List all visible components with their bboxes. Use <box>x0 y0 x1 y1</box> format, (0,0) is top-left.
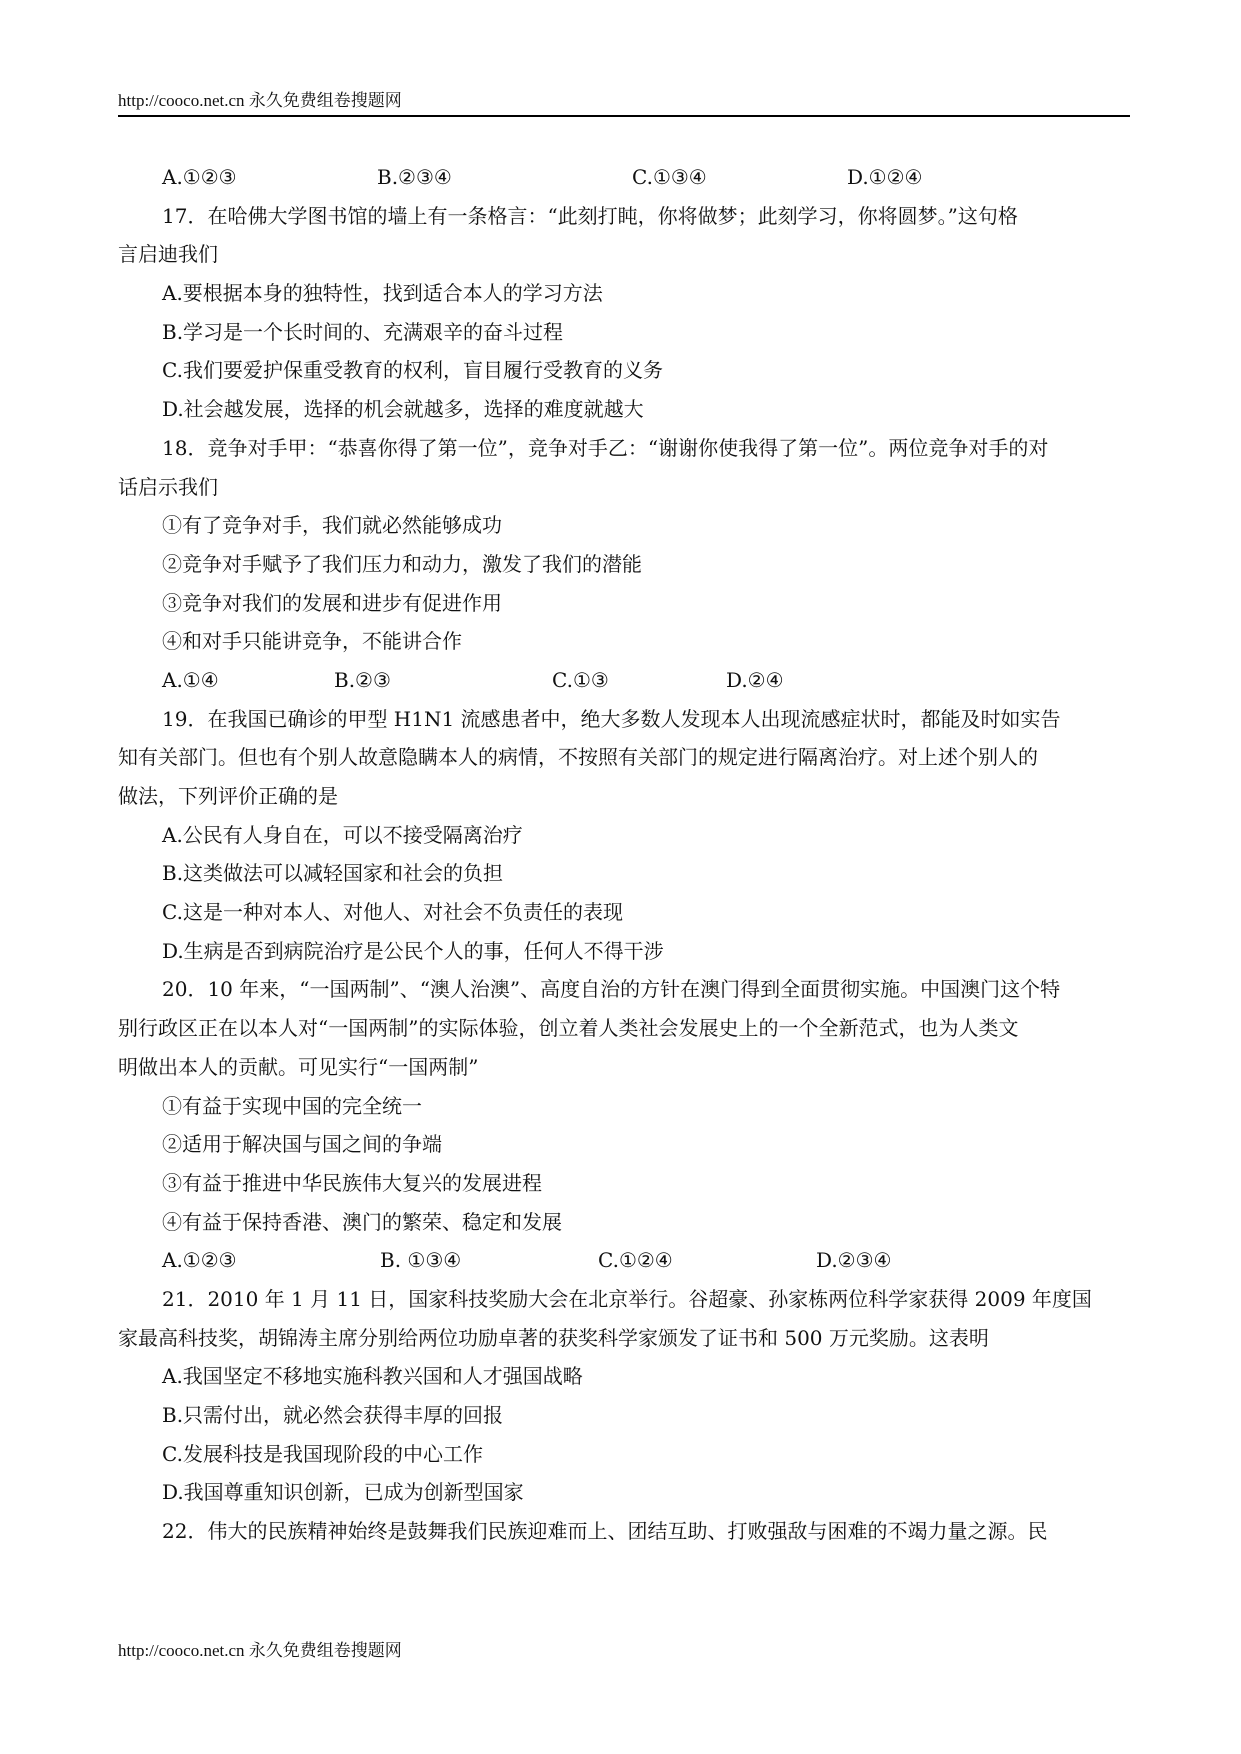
q17-option-b: B.学习是一个长时间的、充满艰辛的奋斗过程 <box>162 319 564 344</box>
options-row-q16 <box>118 158 1130 197</box>
q20-statement-3: ③有益于推进中华民族伟大复兴的发展进程 <box>162 1170 542 1195</box>
exam-content <box>118 158 1130 1551</box>
option-a: A.①②③ <box>162 165 237 189</box>
q19-option-a: A.公民有人身自在，可以不接受隔离治疗 <box>162 822 523 847</box>
q19-option-d: D.生病是否到病院治疗是公民个人的事，任何人不得干涉 <box>162 938 664 963</box>
q18-options-row <box>118 661 1130 700</box>
q18-option-b: B.②③ <box>334 667 391 692</box>
q18-stem-line2: 话启示我们 <box>118 474 218 499</box>
q17-option-d: D.社会越发展，选择的机会就越多，选择的难度就越大 <box>162 397 644 422</box>
q18-statement-2: ②竞争对手赋予了我们压力和动力，激发了我们的潜能 <box>162 551 642 576</box>
q18-statement-3: ③竞争对我们的发展和进步有促进作用 <box>162 590 502 615</box>
q19-option-b: B.这类做法可以减轻国家和社会的负担 <box>162 861 504 886</box>
q18-statement-1: ①有了竞争对手，我们就必然能够成功 <box>162 513 502 538</box>
q17-stem-line2: 言启迪我们 <box>118 242 218 267</box>
q21-stem-line1: 21．2010 年 1 月 11 日，国家科技奖励大会在北京举行。谷超豪、孙家栋两位科学家获得 2009 年度国 <box>162 1286 1092 1311</box>
q20-stem-line1: 20．10 年来，“一国两制”、“澳人治澳”、高度自治的方针在澳门得到全面贯彻实施。中国澳门这个特 <box>162 977 1061 1002</box>
q17-option-c: C.我们要爱护保重受教育的权利，盲目履行受教育的义务 <box>162 358 663 383</box>
q20-options-row <box>118 1241 1130 1280</box>
q21-option-c: C.发展科技是我国现阶段的中心工作 <box>162 1441 483 1466</box>
option-d: D.①②④ <box>847 165 923 189</box>
q19-stem-line2: 知有关部门。但也有个别人故意隐瞒本人的病情，不按照有关部门的规定进行隔离治疗。对上述个别人的 <box>118 745 1038 770</box>
q17-stem-line1: 17．在哈佛大学图书馆的墙上有一条格言：“此刻打盹，你将做梦；此刻学习，你将圆梦。”这句格 <box>162 203 1018 228</box>
q20-statement-2: ②适用于解决国与国之间的争端 <box>162 1132 442 1157</box>
q19-stem-line3: 做法，下列评价正确的是 <box>118 784 338 808</box>
q21-stem-line2: 家最高科技奖，胡锦涛主席分别给两位功励卓著的获奖科学家颁发了证书和 500 万元奖励。这表明 <box>118 1325 989 1350</box>
q19-option-c: C.这是一种对本人、对他人、对社会不负责任的表现 <box>162 900 623 925</box>
option-b: B.②③④ <box>377 165 452 189</box>
page-header: http://cooco.net.cn 永久免费组卷搜题网 <box>118 91 402 110</box>
q21-option-a: A.我国坚定不移地实施科教兴国和人才强国战略 <box>162 1364 583 1389</box>
q18-option-a: A.①④ <box>162 667 219 692</box>
q18-option-c: C.①③ <box>552 667 609 692</box>
q20-option-a: A.①②③ <box>162 1248 237 1273</box>
q18-option-d: D.②④ <box>726 667 784 692</box>
page-footer: http://cooco.net.cn 永久免费组卷搜题网 <box>118 1641 402 1660</box>
q20-statement-4: ④有益于保持香港、澳门的繁荣、稳定和发展 <box>162 1209 562 1234</box>
q20-option-c: C.①②④ <box>598 1248 673 1273</box>
q20-option-d: D.②③④ <box>816 1248 892 1273</box>
q17-option-a: A.要根据本身的独特性，找到适合本人的学习方法 <box>162 281 603 306</box>
q20-stem-line3: 明做出本人的贡献。可见实行“一国两制” <box>118 1054 479 1079</box>
q19-stem-line1: 19．在我国已确诊的甲型 H1N1 流感患者中，绝大多数人发现本人出现流感症状时，都能及时如实告 <box>162 706 1061 731</box>
q20-statement-1: ①有益于实现中国的完全统一 <box>162 1093 422 1118</box>
q20-stem-line2: 别行政区正在以本人对“一国两制”的实际体验，创立着人类社会发展史上的一个全新范式，也为人类文 <box>118 1016 1019 1041</box>
q18-statement-4: ④和对手只能讲竞争，不能讲合作 <box>162 629 462 654</box>
q22-stem-line1: 22．伟大的民族精神始终是鼓舞我们民族迎难而上、团结互助、打败强敌与困难的不竭力量之源。民 <box>162 1519 1048 1544</box>
q21-option-b: B.只需付出，就必然会获得丰厚的回报 <box>162 1403 504 1427</box>
q18-stem-line1: 18．竞争对手甲：“恭喜你得了第一位”，竞争对手乙：“谢谢你使我得了第一位”。两位竞争对手的对 <box>162 435 1049 460</box>
option-c: C.①③④ <box>632 165 707 189</box>
header-rule <box>118 115 1130 117</box>
q20-option-b: B. ①③④ <box>380 1248 462 1273</box>
q21-option-d: D.我国尊重知识创新，已成为创新型国家 <box>162 1480 524 1505</box>
